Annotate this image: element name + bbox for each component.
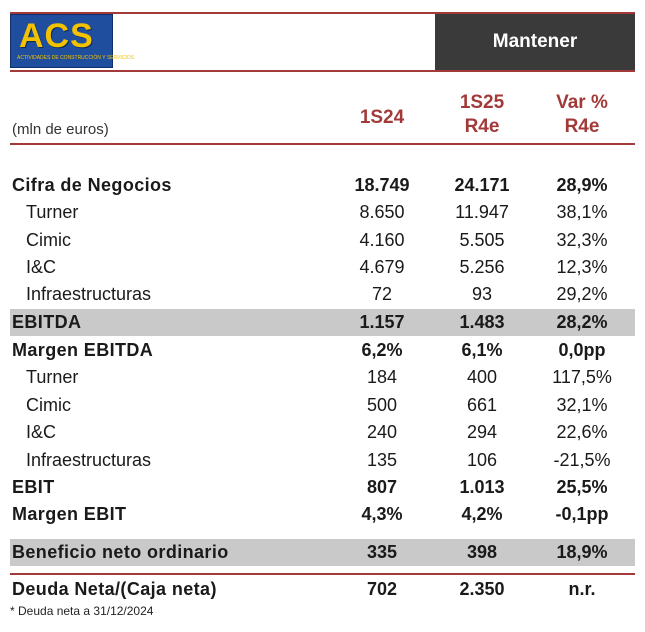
row-label: Cimic bbox=[26, 395, 71, 415]
cell-1s24: 6,2% bbox=[361, 340, 403, 360]
row-label: Margen EBIT bbox=[12, 504, 127, 524]
cell-1s24: 4.160 bbox=[359, 230, 405, 250]
cell-var: 25,5% bbox=[556, 477, 608, 497]
table-row bbox=[10, 227, 635, 254]
cell-1s24: 8.650 bbox=[359, 202, 405, 222]
cell-1s24: 4.679 bbox=[359, 257, 405, 277]
table-row bbox=[10, 539, 635, 566]
cell-1s24: 18.749 bbox=[354, 175, 410, 195]
row-label: EBIT bbox=[12, 477, 55, 497]
row-label: Turner bbox=[26, 202, 79, 222]
table-row bbox=[10, 337, 635, 364]
cell-var: -0,1pp bbox=[555, 504, 609, 524]
col-header-line2: R4e bbox=[464, 116, 500, 137]
cell-1s24: 72 bbox=[371, 284, 393, 304]
cell-var: -21,5% bbox=[553, 450, 611, 470]
cell-1s25: 1.483 bbox=[459, 312, 505, 332]
table-row bbox=[10, 309, 635, 336]
cell-var: 32,3% bbox=[556, 230, 608, 250]
table-row bbox=[10, 501, 635, 528]
cell-1s25: 24.171 bbox=[454, 175, 510, 195]
row-label: Cimic bbox=[26, 230, 71, 250]
acs-logo bbox=[10, 14, 134, 68]
rating-label: Mantener bbox=[492, 31, 578, 52]
table-row bbox=[10, 199, 635, 226]
cell-var: 0,0pp bbox=[558, 340, 606, 360]
cell-var: 18,9% bbox=[556, 542, 608, 562]
table-header-rule bbox=[10, 143, 635, 145]
row-label: Infraestructuras bbox=[26, 284, 152, 304]
cell-1s25: 93 bbox=[471, 284, 493, 304]
cell-1s24: 135 bbox=[366, 450, 398, 470]
cell-var: 28,9% bbox=[556, 175, 608, 195]
col-header-var bbox=[527, 91, 637, 139]
cell-var: 38,1% bbox=[556, 202, 608, 222]
cell-1s25: 5.256 bbox=[459, 257, 505, 277]
cell-1s24: 240 bbox=[366, 422, 398, 442]
row-label: I&C bbox=[26, 257, 57, 277]
row-label: Beneficio neto ordinario bbox=[12, 542, 229, 562]
cell-var: 29,2% bbox=[556, 284, 608, 304]
table-row bbox=[10, 576, 635, 603]
cell-1s25: 398 bbox=[466, 542, 498, 562]
table-row bbox=[10, 419, 635, 446]
table-row bbox=[10, 392, 635, 419]
table-row bbox=[10, 281, 635, 308]
col-header-line2: R4e bbox=[564, 116, 600, 137]
row-label: Margen EBITDA bbox=[12, 340, 154, 360]
col-header-1s24 bbox=[327, 106, 437, 130]
table-row bbox=[10, 254, 635, 281]
row-label: Turner bbox=[26, 367, 79, 387]
header-rule bbox=[10, 70, 635, 72]
cell-1s25: 5.505 bbox=[459, 230, 505, 250]
cell-1s25: 106 bbox=[466, 450, 498, 470]
logo-tagline: ACTIVIDADES DE CONSTRUCCIÓN Y SERVICIOS bbox=[17, 55, 134, 61]
logo-text: ACS bbox=[19, 17, 94, 55]
cell-1s25: 6,1% bbox=[461, 340, 503, 360]
cell-1s25: 1.013 bbox=[459, 477, 505, 497]
table-row bbox=[10, 447, 635, 474]
rating-badge bbox=[435, 14, 635, 70]
cell-1s24: 4,3% bbox=[361, 504, 403, 524]
table-row bbox=[10, 172, 635, 199]
cell-1s24: 1.157 bbox=[359, 312, 405, 332]
cell-1s25: 661 bbox=[466, 395, 498, 415]
row-label: Cifra de Negocios bbox=[12, 175, 172, 195]
table-row bbox=[10, 364, 635, 391]
cell-1s25: 11.947 bbox=[455, 202, 509, 222]
cell-var: 12,3% bbox=[556, 257, 608, 277]
row-label: EBITDA bbox=[12, 312, 82, 332]
cell-1s25: 400 bbox=[466, 367, 498, 387]
cell-1s24: 184 bbox=[366, 367, 398, 387]
col-header-line1: 1S24 bbox=[359, 107, 405, 128]
col-header-line1: Var % bbox=[556, 92, 608, 113]
cell-1s25: 294 bbox=[466, 422, 498, 442]
cell-1s25: 2.350 bbox=[459, 579, 505, 599]
cell-var: 22,6% bbox=[556, 422, 608, 442]
row-label: Infraestructuras bbox=[26, 450, 152, 470]
cell-1s25: 4,2% bbox=[461, 504, 503, 524]
cell-1s24: 500 bbox=[366, 395, 398, 415]
table-row bbox=[10, 474, 635, 501]
cell-var: 117,5% bbox=[552, 367, 612, 387]
col-header-1s25 bbox=[427, 91, 537, 139]
row-label: I&C bbox=[26, 422, 57, 442]
cell-var: 32,1% bbox=[556, 395, 608, 415]
footnote: * Deuda neta a 31/12/2024 bbox=[10, 604, 154, 618]
cell-1s24: 335 bbox=[366, 542, 398, 562]
total-rule bbox=[10, 573, 635, 575]
row-label: Deuda Neta/(Caja neta) bbox=[12, 579, 217, 599]
cell-1s24: 807 bbox=[366, 477, 398, 497]
cell-var: 28,2% bbox=[556, 312, 608, 332]
cell-1s24: 702 bbox=[366, 579, 398, 599]
units-label: (mln de euros) bbox=[12, 121, 109, 138]
cell-var: n.r. bbox=[568, 579, 596, 599]
col-header-line1: 1S25 bbox=[459, 92, 505, 113]
